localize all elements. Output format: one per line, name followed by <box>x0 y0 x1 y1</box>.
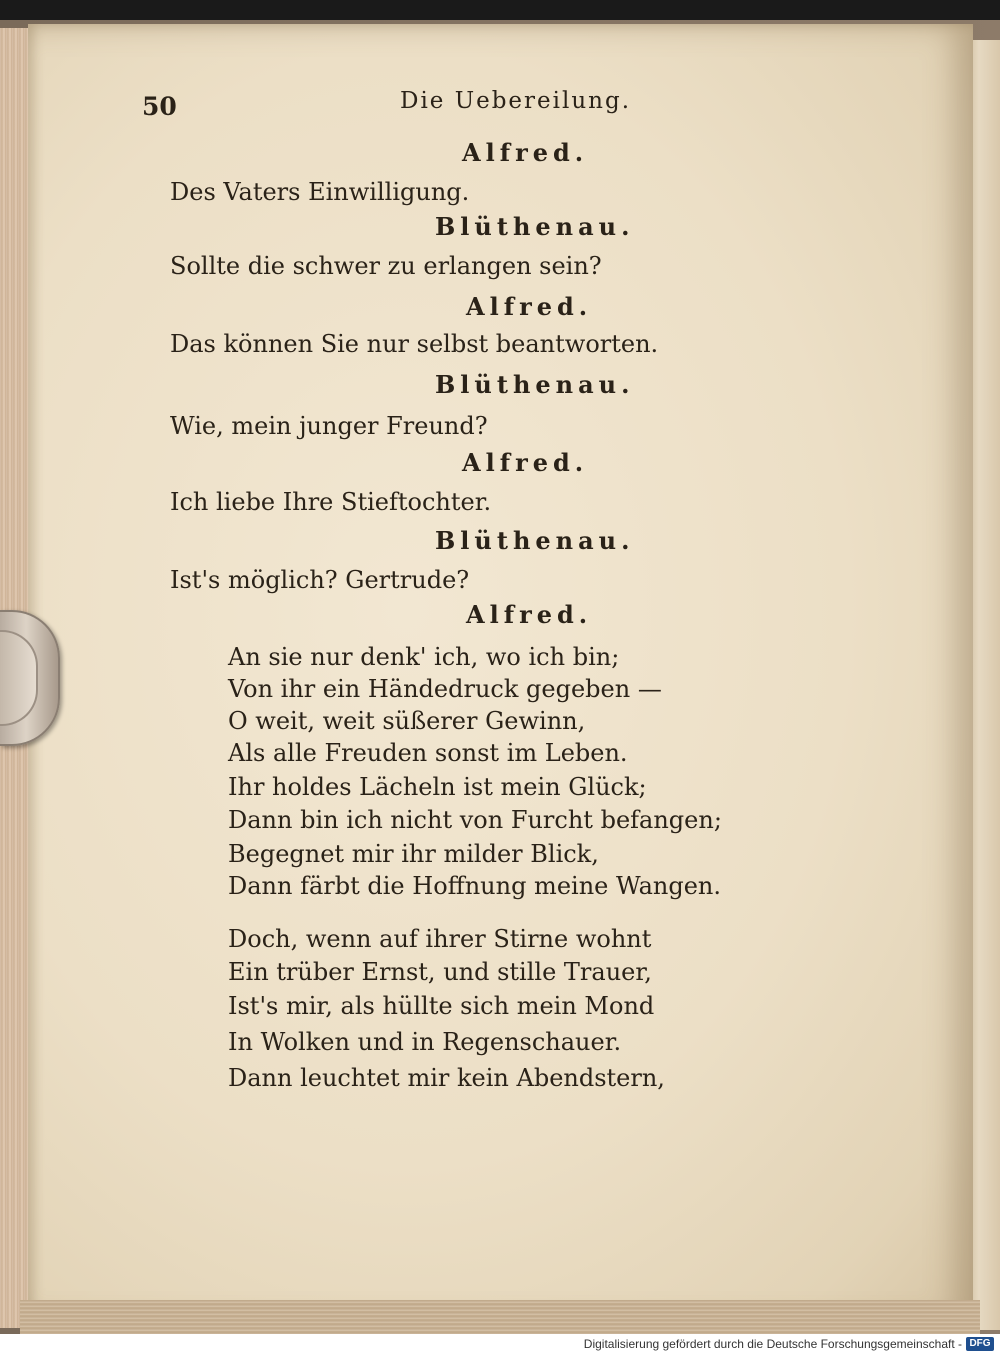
verse-line: Als alle Freuden sonst im Leben. <box>228 739 628 767</box>
speaker-name: Blüthenau. <box>435 526 635 555</box>
speaker-name: Blüthenau. <box>435 212 635 241</box>
verse-line: An sie nur denk' ich, wo ich bin; <box>228 643 620 671</box>
dialogue-line: Wie, mein junger Freund? <box>170 412 488 440</box>
verse-line: O weit, weit süßerer Gewinn, <box>228 707 586 735</box>
page-bottom-edges <box>20 1300 980 1334</box>
verse-line: Von ihr ein Händedruck gegeben — <box>228 675 662 703</box>
verse-line: Dann leuchtet mir kein Abendstern, <box>228 1064 665 1092</box>
verse-line: In Wolken und in Regenschauer. <box>228 1028 622 1056</box>
verse-line: Doch, wenn auf ihrer Stirne wohnt <box>228 925 652 953</box>
page-number: 50 <box>142 92 177 121</box>
page-clip <box>0 610 60 746</box>
dialogue-line: Ist's möglich? Gertrude? <box>170 566 470 594</box>
verse-line: Dann färbt die Hoffnung meine Wangen. <box>228 872 721 900</box>
verse-line: Ist's mir, als hüllte sich mein Mond <box>228 992 655 1020</box>
dialogue-line: Ich liebe Ihre Stieftochter. <box>170 488 492 516</box>
page-clip-inner <box>0 630 38 726</box>
speaker-name: Alfred. <box>466 292 593 321</box>
footer-bar <box>0 1334 1000 1354</box>
dialogue-line: Des Vaters Einwilligung. <box>170 178 470 206</box>
running-title: Die Uebereilung. <box>400 88 632 114</box>
verse-line: Ein trüber Ernst, und stille Trauer, <box>228 958 652 986</box>
speaker-name: Alfred. <box>462 448 589 477</box>
verse-line: Ihr holdes Lächeln ist mein Glück; <box>228 773 647 801</box>
dfg-logo: DFG <box>966 1337 994 1351</box>
speaker-name: Blüthenau. <box>435 370 635 399</box>
dialogue-line: Das können Sie nur selbst beantworten. <box>170 330 659 358</box>
speaker-name: Alfred. <box>466 600 593 629</box>
dialogue-line: Sollte die schwer zu erlangen sein? <box>170 252 602 280</box>
verse-line: Dann bin ich nicht von Furcht befangen; <box>228 806 722 834</box>
speaker-name: Alfred. <box>462 138 589 167</box>
verse-line: Begegnet mir ihr milder Blick, <box>228 840 599 868</box>
footer-credit: Digitalisierung gefördert durch die Deutsche Forschungsgemeinschaft - <box>583 1337 962 1351</box>
